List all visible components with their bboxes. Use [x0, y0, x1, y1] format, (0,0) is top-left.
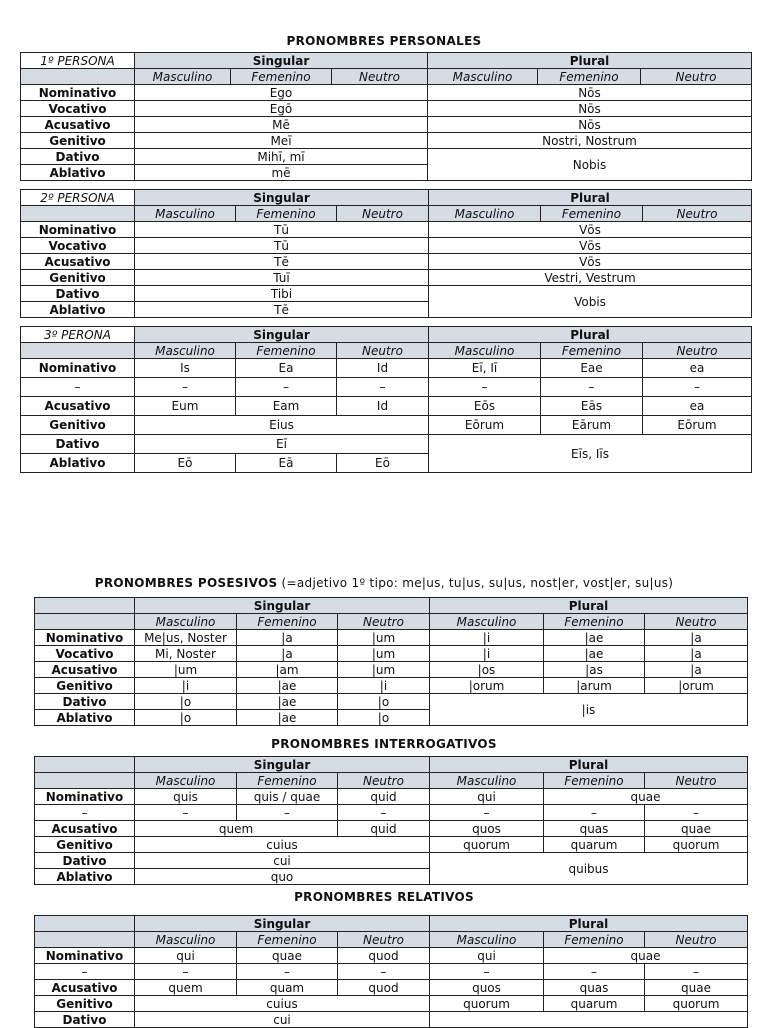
cell: Nobis — [428, 149, 752, 181]
header-singular: Singular — [135, 53, 428, 69]
person-label: 2º PERSONA — [21, 190, 135, 206]
header-plural: Plural — [430, 757, 748, 773]
header-masculino: Masculino — [135, 614, 237, 630]
case-nominativo: Nominativo — [35, 630, 135, 646]
cell: quae — [237, 948, 338, 964]
cell: cui — [135, 853, 430, 869]
header-singular: Singular — [135, 598, 430, 614]
case-dativo: Dativo — [35, 1012, 135, 1028]
case-acusativo: Acusativo — [35, 821, 135, 837]
cell: |o — [135, 710, 237, 726]
header-femenino: Femenino — [236, 206, 337, 222]
dash-cell: – — [645, 805, 748, 821]
dash-cell: – — [338, 964, 430, 980]
cell: Vestri, Vestrum — [429, 270, 752, 286]
title-personales: PRONOMBRES PERSONALES — [286, 34, 482, 48]
cell: Nostri, Nostrum — [428, 133, 752, 149]
table-relativos — [34, 915, 748, 1028]
case-ablativo: Ablativo — [21, 454, 135, 473]
cell: Tē — [135, 254, 429, 270]
header-neutro: Neutro — [645, 773, 748, 789]
cell: qui — [430, 789, 544, 805]
table-interrogativos — [34, 756, 748, 885]
header-masculino: Masculino — [135, 206, 236, 222]
table-tercera-persona — [20, 326, 752, 473]
cell: Eī — [135, 435, 429, 454]
cell: Id — [337, 397, 429, 416]
case-acusativo: Acusativo — [35, 980, 135, 996]
title-interrogativos: PRONOMBRES INTERROGATIVOS — [271, 737, 497, 751]
header-plural: Plural — [430, 598, 748, 614]
cell: quid — [338, 821, 430, 837]
header-neutro: Neutro — [338, 773, 430, 789]
header-masculino: Masculino — [430, 932, 544, 948]
header-femenino: Femenino — [236, 343, 337, 359]
header-singular: Singular — [135, 190, 429, 206]
case-nominativo: Nominativo — [21, 359, 135, 378]
cell: quis — [135, 789, 237, 805]
blank-cell — [21, 206, 135, 222]
header-plural: Plural — [428, 53, 752, 69]
cell: quorum — [430, 837, 544, 853]
cell: Vobis — [429, 286, 752, 318]
case-genitivo: Genitivo — [21, 133, 135, 149]
cell: |ae — [237, 710, 338, 726]
header-masculino: Masculino — [135, 69, 231, 85]
cell: |orum — [645, 678, 748, 694]
header-masculino: Masculino — [428, 69, 538, 85]
header-neutro: Neutro — [641, 69, 752, 85]
dash-cell: – — [236, 378, 337, 397]
header-singular: Singular — [135, 916, 430, 932]
cell: |o — [338, 710, 430, 726]
header-masculino: Masculino — [430, 773, 544, 789]
dash-cell: – — [135, 805, 237, 821]
cell: quae — [645, 821, 748, 837]
cell: quos — [430, 821, 544, 837]
header-femenino: Femenino — [237, 773, 338, 789]
header-neutro: Neutro — [643, 206, 752, 222]
cell: quarum — [544, 996, 645, 1012]
cell: |is — [430, 694, 748, 726]
dash-cell: – — [429, 378, 541, 397]
case-acusativo: Acusativo — [21, 397, 135, 416]
cell: |um — [338, 646, 430, 662]
cell: quos — [430, 980, 544, 996]
dash-cell: – — [135, 964, 237, 980]
cell: quod — [338, 980, 430, 996]
title-posesivos — [0, 576, 768, 590]
case-ablativo: Ablativo — [35, 710, 135, 726]
cell: Eō — [135, 454, 236, 473]
cell: Tū — [135, 238, 429, 254]
dash-cell: – — [430, 964, 544, 980]
header-femenino: Femenino — [538, 69, 641, 85]
cell: |um — [338, 662, 430, 678]
cell: quae — [544, 789, 748, 805]
header-neutro: Neutro — [337, 343, 429, 359]
header-femenino: Femenino — [231, 69, 332, 85]
cell: quorum — [645, 996, 748, 1012]
blank-cell — [21, 343, 135, 359]
cell: Tū — [135, 222, 429, 238]
cell: quid — [338, 789, 430, 805]
cell: quorum — [645, 837, 748, 853]
cell: Nōs — [428, 101, 752, 117]
cell: Eās — [541, 397, 643, 416]
dash-cell: – — [35, 964, 135, 980]
header-femenino: Femenino — [544, 932, 645, 948]
cell: |ae — [544, 630, 645, 646]
case-acusativo: Acusativo — [21, 117, 135, 133]
cell: Id — [337, 359, 429, 378]
cell: quem — [135, 821, 338, 837]
cell: |ae — [237, 678, 338, 694]
header-plural: Plural — [429, 190, 752, 206]
cell: |um — [338, 630, 430, 646]
cell: cuius — [135, 837, 430, 853]
case-nominativo: Nominativo — [35, 789, 135, 805]
cell: |o — [135, 694, 237, 710]
header-plural: Plural — [429, 327, 752, 343]
cell: |i — [430, 630, 544, 646]
cell: |a — [237, 630, 338, 646]
dash-cell: – — [237, 805, 338, 821]
cell: Eius — [135, 416, 429, 435]
cell: |i — [430, 646, 544, 662]
cell: quas — [544, 821, 645, 837]
cell: quae — [645, 980, 748, 996]
header-neutro: Neutro — [645, 932, 748, 948]
cell: |ae — [237, 694, 338, 710]
case-vocativo: Vocativo — [21, 238, 135, 254]
header-singular: Singular — [135, 327, 429, 343]
header-masculino: Masculino — [430, 614, 544, 630]
cell: |a — [645, 630, 748, 646]
dash-cell: – — [21, 378, 135, 397]
cell: Eōrum — [429, 416, 541, 435]
cell — [430, 1012, 748, 1028]
blank-cell — [35, 773, 135, 789]
header-masculino: Masculino — [429, 206, 541, 222]
cell: |arum — [544, 678, 645, 694]
cell: quas — [544, 980, 645, 996]
cell: Eārum — [541, 416, 643, 435]
cell: quis / quae — [237, 789, 338, 805]
person-label: 3º PERONA — [21, 327, 135, 343]
case-vocativo: Vocativo — [21, 101, 135, 117]
cell: mē — [135, 165, 428, 181]
case-genitivo: Genitivo — [21, 416, 135, 435]
header-femenino: Femenino — [237, 932, 338, 948]
case-ablativo: Ablativo — [21, 302, 135, 318]
blank-cell — [35, 598, 135, 614]
blank-cell — [35, 614, 135, 630]
cell: Eae — [541, 359, 643, 378]
cell: Tibi — [135, 286, 429, 302]
cell: |am — [237, 662, 338, 678]
title-posesivos-main: PRONOMBRES POSESIVOS — [94, 576, 278, 590]
cell: Meī — [135, 133, 428, 149]
cell: |as — [544, 662, 645, 678]
header-neutro: Neutro — [338, 932, 430, 948]
table-primera-persona — [20, 52, 752, 181]
cell: quorum — [430, 996, 544, 1012]
title-relativos: PRONOMBRES RELATIVOS — [294, 890, 474, 904]
blank-cell — [35, 932, 135, 948]
case-nominativo: Nominativo — [21, 222, 135, 238]
case-ablativo: Ablativo — [21, 165, 135, 181]
cell: Vōs — [429, 222, 752, 238]
header-neutro: Neutro — [337, 206, 429, 222]
header-femenino: Femenino — [544, 773, 645, 789]
case-nominativo: Nominativo — [21, 85, 135, 101]
header-femenino: Femenino — [541, 206, 643, 222]
cell: Mi, Noster — [135, 646, 237, 662]
title-posesivos-note: (=adjetivo 1º tipo: me|us, tu|us, su|us, nost|er, vost|er, su|us) — [277, 576, 674, 590]
case-acusativo: Acusativo — [35, 662, 135, 678]
cell: quam — [237, 980, 338, 996]
cell: Is — [135, 359, 236, 378]
dash-cell: – — [541, 378, 643, 397]
cell: qui — [430, 948, 544, 964]
blank-cell — [35, 757, 135, 773]
case-nominativo: Nominativo — [35, 948, 135, 964]
blank-cell — [35, 916, 135, 932]
cell: Eōs — [429, 397, 541, 416]
dash-cell: – — [135, 378, 236, 397]
dash-cell: – — [645, 964, 748, 980]
cell: quod — [338, 948, 430, 964]
header-femenino: Femenino — [544, 614, 645, 630]
cell: Tē — [135, 302, 429, 318]
dash-cell: – — [337, 378, 429, 397]
header-neutro: Neutro — [645, 614, 748, 630]
cell: |ae — [544, 646, 645, 662]
cell: Eum — [135, 397, 236, 416]
header-masculino: Masculino — [135, 343, 236, 359]
dash-cell: – — [544, 964, 645, 980]
cell: Eī, Iī — [429, 359, 541, 378]
cell: |o — [338, 694, 430, 710]
cell: |um — [135, 662, 237, 678]
case-vocativo: Vocativo — [35, 646, 135, 662]
header-masculino: Masculino — [429, 343, 541, 359]
cell: Mihī, mī — [135, 149, 428, 165]
cell: cui — [135, 1012, 430, 1028]
cell: quae — [544, 948, 748, 964]
case-dativo: Dativo — [21, 286, 135, 302]
cell: quem — [135, 980, 237, 996]
header-singular: Singular — [135, 757, 430, 773]
header-femenino: Femenino — [237, 614, 338, 630]
dash-cell: – — [338, 805, 430, 821]
case-genitivo: Genitivo — [35, 678, 135, 694]
cell: Tuī — [135, 270, 429, 286]
case-genitivo: Genitivo — [35, 837, 135, 853]
cell: |orum — [430, 678, 544, 694]
header-plural: Plural — [430, 916, 748, 932]
cell: |os — [430, 662, 544, 678]
dash-cell: – — [544, 805, 645, 821]
dash-cell: – — [35, 805, 135, 821]
cell: ea — [643, 397, 752, 416]
cell: Nōs — [428, 117, 752, 133]
cell: quarum — [544, 837, 645, 853]
cell: Vōs — [429, 238, 752, 254]
cell: Eōrum — [643, 416, 752, 435]
dash-cell: – — [643, 378, 752, 397]
case-genitivo: Genitivo — [35, 996, 135, 1012]
cell: |a — [645, 662, 748, 678]
person-label: 1º PERSONA — [21, 53, 135, 69]
cell: Mē — [135, 117, 428, 133]
cell: cuius — [135, 996, 430, 1012]
dash-cell: – — [237, 964, 338, 980]
header-femenino: Femenino — [541, 343, 643, 359]
cell: quibus — [430, 853, 748, 885]
cell: Vōs — [429, 254, 752, 270]
cell: Nōs — [428, 85, 752, 101]
cell: |i — [135, 678, 237, 694]
header-neutro: Neutro — [332, 69, 428, 85]
table-segunda-persona — [20, 189, 752, 318]
cell: |a — [645, 646, 748, 662]
case-dativo: Dativo — [21, 435, 135, 454]
header-masculino: Masculino — [135, 932, 237, 948]
cell: Me|us, Noster — [135, 630, 237, 646]
cell: Eam — [236, 397, 337, 416]
cell: quo — [135, 869, 430, 885]
cell: |a — [237, 646, 338, 662]
cell: Eā — [236, 454, 337, 473]
case-genitivo: Genitivo — [21, 270, 135, 286]
cell: Ea — [236, 359, 337, 378]
cell: ea — [643, 359, 752, 378]
cell: Egō — [135, 101, 428, 117]
table-posesivos — [34, 597, 748, 726]
case-dativo: Dativo — [35, 853, 135, 869]
case-ablativo: Ablativo — [35, 869, 135, 885]
case-acusativo: Acusativo — [21, 254, 135, 270]
cell: Eīs, Iīs — [429, 435, 752, 473]
cell: |i — [338, 678, 430, 694]
blank-cell — [21, 69, 135, 85]
cell: Ego — [135, 85, 428, 101]
case-dativo: Dativo — [21, 149, 135, 165]
cell: qui — [135, 948, 237, 964]
header-masculino: Masculino — [135, 773, 237, 789]
cell: Eō — [337, 454, 429, 473]
dash-cell: – — [430, 805, 544, 821]
case-dativo: Dativo — [35, 694, 135, 710]
header-neutro: Neutro — [643, 343, 752, 359]
header-neutro: Neutro — [338, 614, 430, 630]
